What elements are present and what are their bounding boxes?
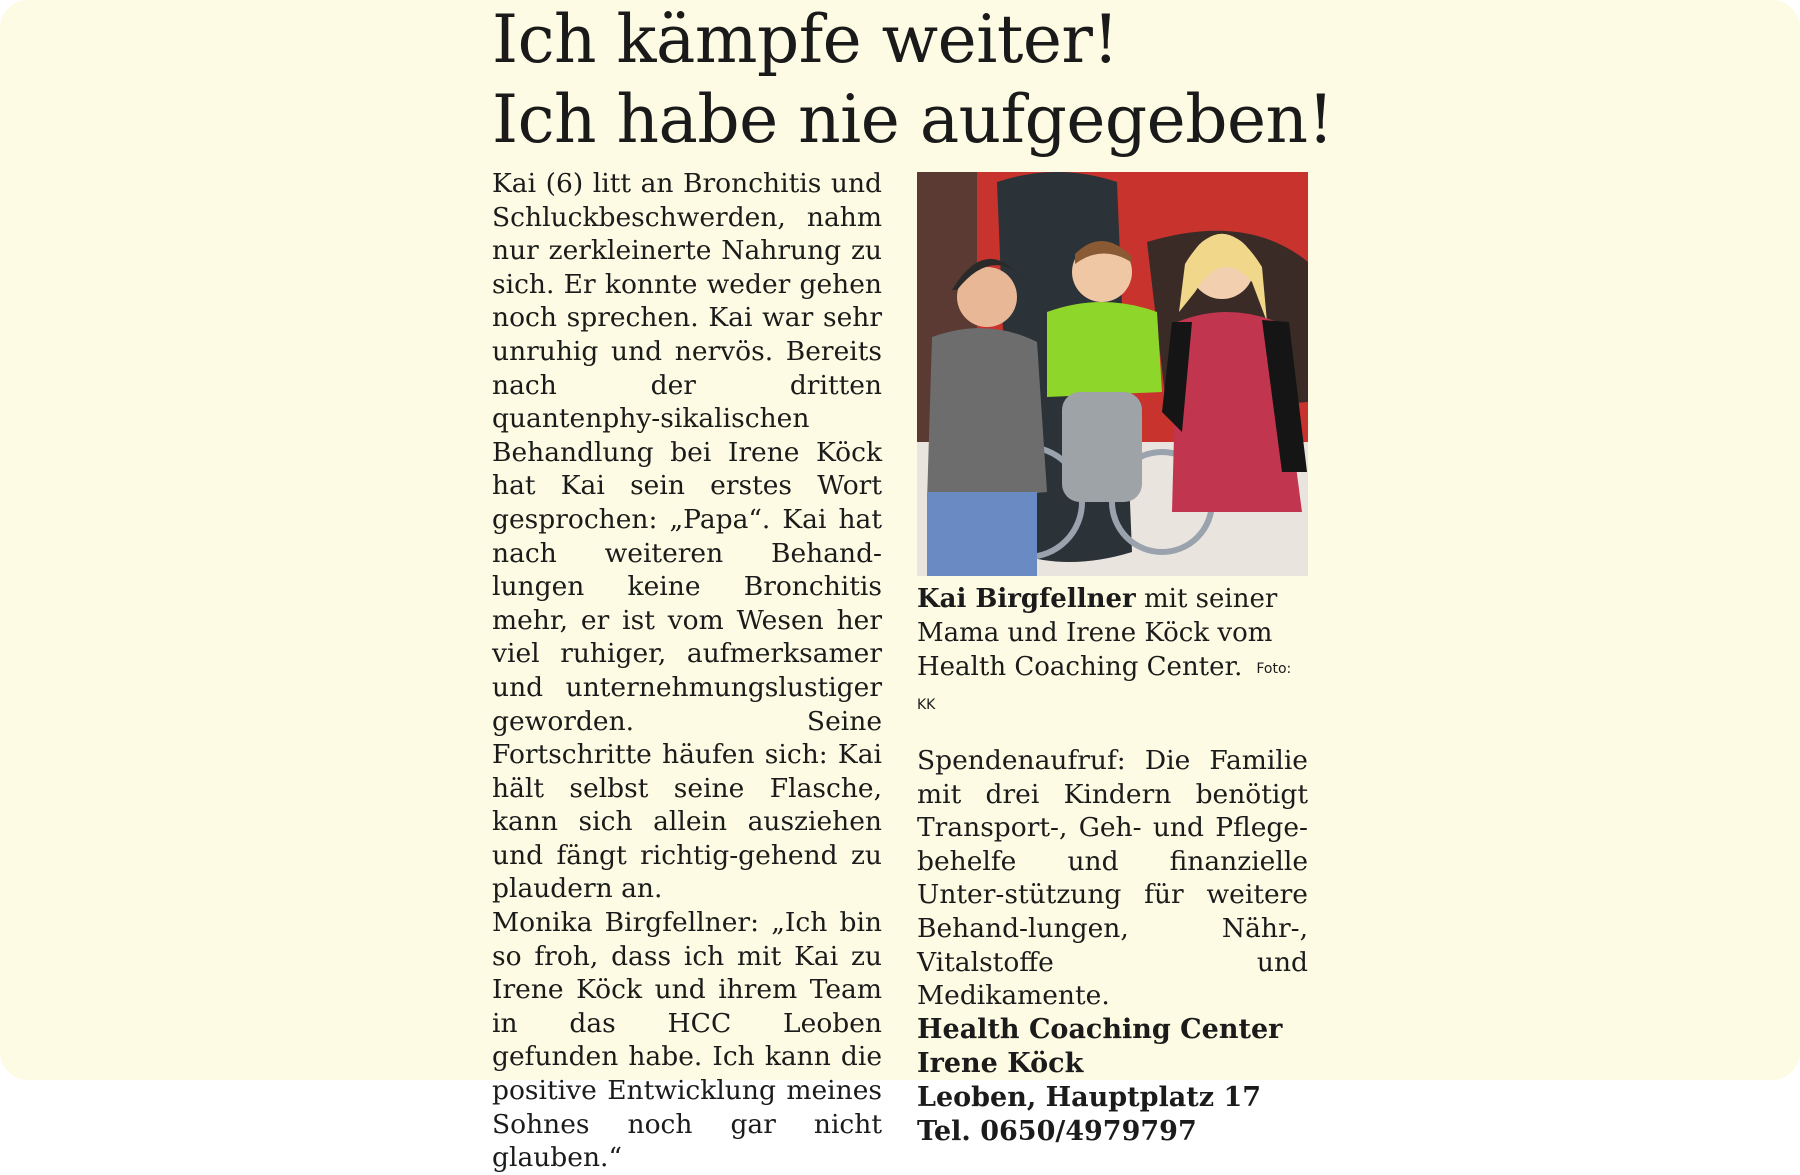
donation-appeal: Spendenaufruf: Die Familie mit drei Kindern benötigt Transport-, Geh- und Pflege-behelfe und finanzielle Unter-stützung für weitere Behand-lungen, Nähr-, Vitalstoffe und Medikamente. bbox=[917, 745, 1308, 1012]
right-column bbox=[917, 172, 1308, 1149]
photo-boy-jacket bbox=[1047, 302, 1162, 397]
contact-address: Leoben, Hauptplatz 17 bbox=[917, 1081, 1262, 1113]
contact-company: Health Coaching Center bbox=[917, 1013, 1283, 1045]
article-paragraph-1: Kai (6) litt an Bronchitis und Schluckbeschwerden, nahm nur zerkleinerte Nahrung zu sich. Er konnte weder gehen noch sprechen. Kai war sehr unruhig und nervös. Bereits nach der dritten quantenphy-sikalischen Behandlung bei Irene Köck hat Kai sein erstes Wort gesprochen: „Papa“. Kai hat nach weiteren Behand-lungen keine Bronchitis mehr, er ist vom Wesen her viel ruhiger, aufmerksamer und unternehmungslustiger geworden. Seine Fortschritte häufen sich: Kai hält selbst seine Flasche, kann sich allein ausziehen und fängt richtig-gehend zu plaudern an. bbox=[492, 168, 882, 905]
contact-block bbox=[917, 1013, 1308, 1149]
headline-line-1: Ich kämpfe weiter! bbox=[492, 1, 1119, 78]
photo-boy-pants bbox=[1062, 392, 1142, 502]
contact-phone: Tel. 0650/4979797 bbox=[917, 1115, 1197, 1147]
caption-name: Kai Birgfellner bbox=[917, 584, 1136, 614]
caption-text: mit seiner Mama und Irene Köck vom Health Coaching Center. bbox=[917, 584, 1278, 682]
photo-caption bbox=[917, 582, 1308, 722]
photo-credit: Foto: KK bbox=[917, 661, 1292, 713]
contact-person: Irene Köck bbox=[917, 1047, 1084, 1079]
photo-mother-jeans bbox=[927, 492, 1037, 576]
photo-mother-sweater bbox=[927, 328, 1047, 502]
headline-line-2: Ich habe nie aufgegeben! bbox=[492, 81, 1334, 158]
photo-illustration bbox=[917, 172, 1308, 576]
headline bbox=[492, 0, 1334, 160]
article-body bbox=[492, 167, 882, 1175]
article-photo bbox=[917, 172, 1308, 576]
article-paragraph-2: Monika Birgfellner: „Ich bin so froh, dass ich mit Kai zu Irene Köck und ihrem Team in das HCC Leoben gefunden habe. Ich kann die positive Entwicklung meines Sohnes noch gar nicht glauben.“ bbox=[492, 907, 882, 1174]
